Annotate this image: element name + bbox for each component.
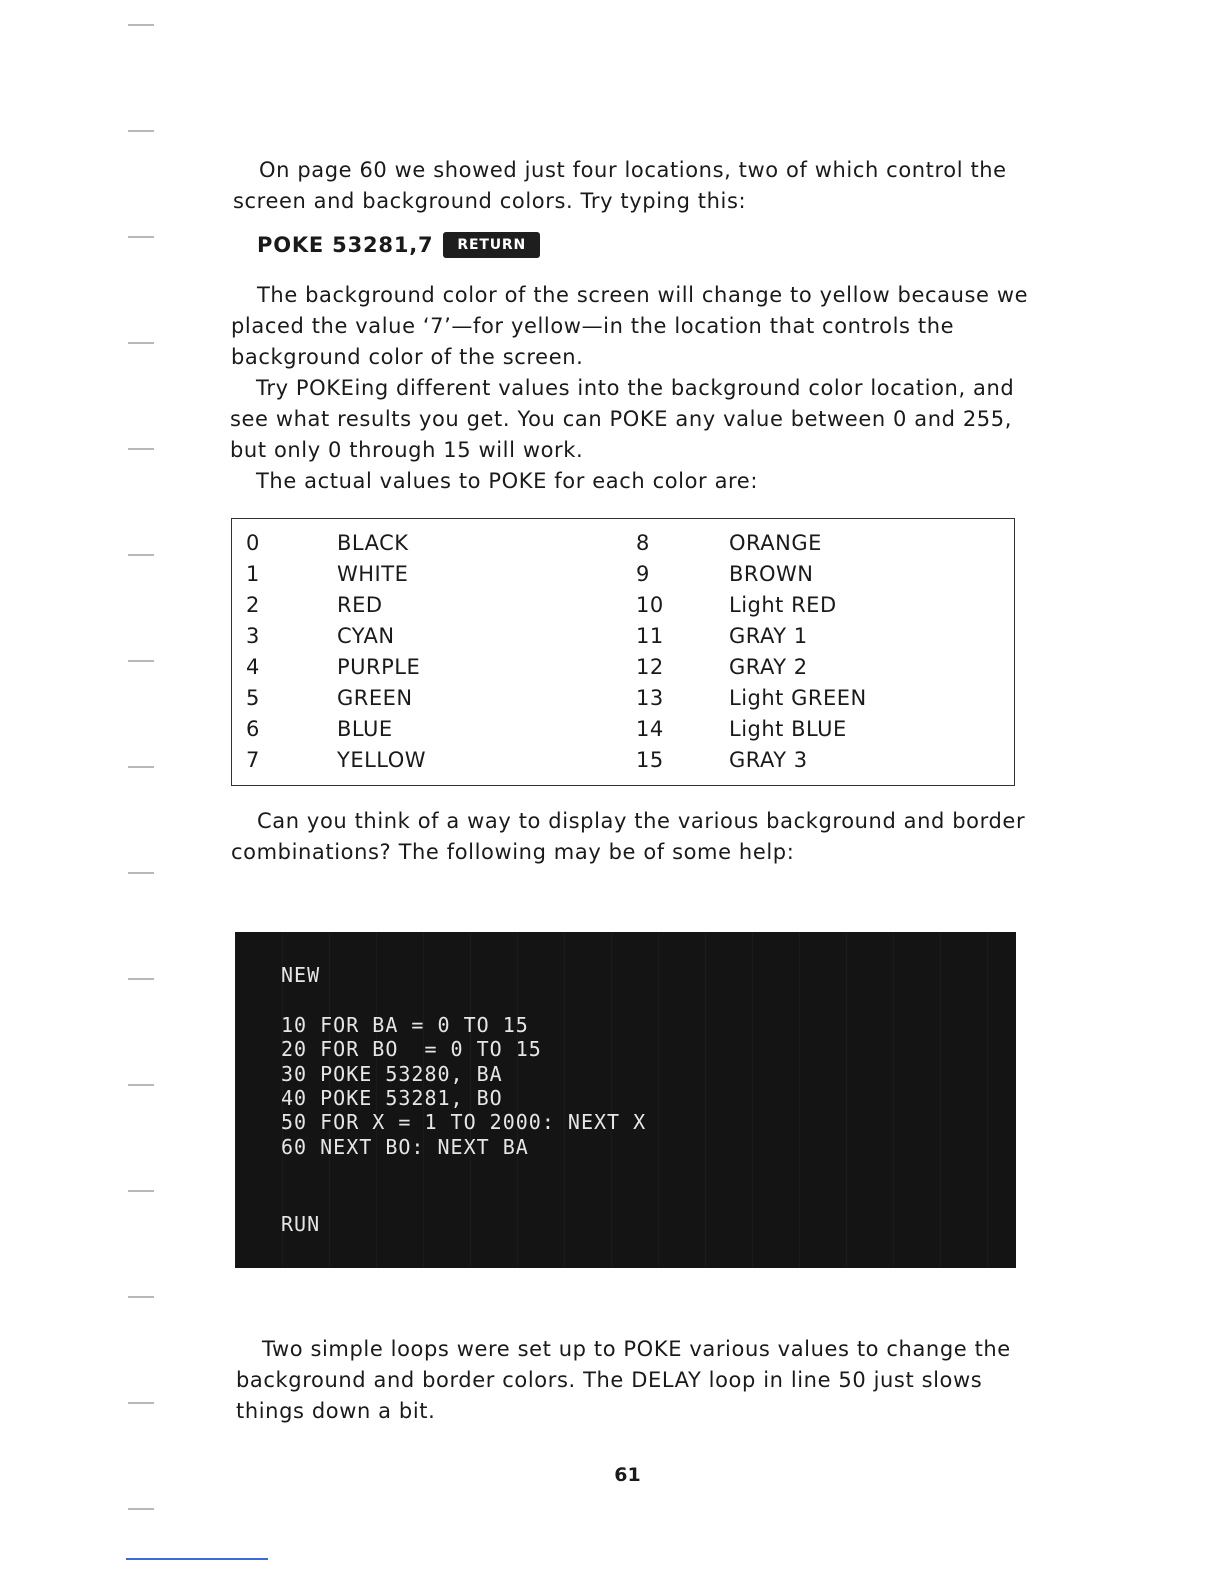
table-row	[232, 624, 1014, 655]
margin-tick	[128, 554, 154, 556]
color-number: 7	[246, 748, 260, 772]
color-name: Light BLUE	[729, 717, 847, 741]
terminal-line: 40 POKE 53281, BO	[281, 1086, 503, 1110]
text-line	[236, 1365, 1011, 1396]
page-number: 61	[614, 1464, 641, 1486]
table-row	[232, 562, 1014, 593]
margin-tick	[128, 872, 154, 874]
margin-tick	[128, 1084, 154, 1086]
color-number: 2	[246, 593, 260, 617]
margin-tick	[128, 130, 154, 132]
margin-tick	[128, 766, 154, 768]
intro-line-1: On page 60 we showed just four locations, two of which control the	[259, 158, 1007, 182]
color-number: 10	[636, 593, 664, 617]
text-line	[236, 1396, 1011, 1427]
intro-paragraph	[233, 155, 1007, 217]
color-number: 5	[246, 686, 260, 710]
color-name: BLUE	[337, 717, 393, 741]
margin-tick	[128, 1190, 154, 1192]
color-name: CYAN	[337, 624, 395, 648]
text-line	[231, 837, 1025, 868]
table-row	[232, 531, 1014, 562]
text-line	[231, 806, 1025, 837]
color-name: BLACK	[337, 531, 409, 555]
terminal-line: NEW	[281, 963, 321, 987]
color-number: 4	[246, 655, 260, 679]
color-number: 15	[636, 748, 664, 772]
margin-tick	[128, 660, 154, 662]
terminal-line: 60 NEXT BO: NEXT BA	[281, 1135, 529, 1159]
para2-line-1: The background color of the screen will change to yellow because we	[257, 283, 1029, 307]
para6-line-2: background and border colors. The DELAY loop in line 50 just slows	[236, 1368, 983, 1392]
para2-line-2: placed the value ‘7’—for yellow—in the location that controls the	[231, 314, 955, 338]
color-name: Light GREEN	[729, 686, 867, 710]
para5-line-2: combinations? The following may be of some help:	[231, 840, 795, 864]
margin-tick	[128, 1402, 154, 1404]
loops-explanation-paragraph	[236, 1334, 1011, 1427]
values-intro-paragraph	[230, 466, 758, 497]
terminal-line: 50 FOR X = 1 TO 2000: NEXT X	[281, 1110, 647, 1134]
color-name: RED	[337, 593, 383, 617]
text-line	[233, 186, 1007, 217]
para5-line-1: Can you think of a way to display the various background and border	[257, 809, 1026, 833]
combinations-paragraph	[231, 806, 1025, 868]
background-explanation-paragraph	[231, 280, 1028, 373]
color-values-table	[231, 518, 1015, 786]
table-row	[232, 748, 1014, 779]
terminal-line: 20 FOR BO = 0 TO 15	[281, 1037, 542, 1061]
margin-tick	[128, 24, 154, 26]
text-line	[233, 155, 1007, 186]
color-number: 8	[636, 531, 650, 555]
text-line	[230, 373, 1014, 404]
intro-line-2: screen and background colors. Try typing this:	[233, 189, 747, 213]
text-line	[231, 342, 1028, 373]
color-name: WHITE	[337, 562, 409, 586]
color-name: GRAY 2	[729, 655, 808, 679]
color-number: 3	[246, 624, 260, 648]
command-text: POKE 53281,7	[257, 233, 434, 257]
color-name: PURPLE	[337, 655, 421, 679]
return-key-badge: RETURN	[443, 232, 540, 258]
margin-tick	[128, 1296, 154, 1298]
color-name: GREEN	[337, 686, 413, 710]
margin-tick	[128, 342, 154, 344]
color-name: YELLOW	[337, 748, 427, 772]
terminal-line: 30 POKE 53280, BA	[281, 1062, 503, 1086]
text-line	[231, 280, 1028, 311]
text-line	[236, 1334, 1011, 1365]
para3-line-1: Try POKEing different values into the background color location, and	[256, 376, 1015, 400]
text-line	[230, 466, 758, 497]
para3-line-2: see what results you get. You can POKE any value between 0 and 255,	[230, 407, 1012, 431]
color-name: BROWN	[729, 562, 814, 586]
terminal-line: 10 FOR BA = 0 TO 15	[281, 1013, 529, 1037]
color-name: ORANGE	[729, 531, 822, 555]
margin-tick	[128, 236, 154, 238]
para6-line-1: Two simple loops were set up to POKE various values to change the	[262, 1337, 1011, 1361]
color-number: 13	[636, 686, 664, 710]
table-row	[232, 593, 1014, 624]
try-poking-paragraph	[230, 373, 1014, 466]
text-line	[230, 404, 1014, 435]
color-number: 1	[246, 562, 260, 586]
table-row	[232, 717, 1014, 748]
margin-tick	[128, 1508, 154, 1510]
color-name: GRAY 1	[729, 624, 808, 648]
color-number: 0	[246, 531, 260, 555]
color-number: 9	[636, 562, 650, 586]
color-number: 12	[636, 655, 664, 679]
bottom-rule	[126, 1558, 268, 1560]
color-name: Light RED	[729, 593, 837, 617]
color-number: 14	[636, 717, 664, 741]
poke-command	[257, 232, 540, 258]
color-name: GRAY 3	[729, 748, 808, 772]
text-line	[230, 435, 1014, 466]
para3-line-3: but only 0 through 15 will work.	[230, 438, 584, 462]
margin-tick	[128, 978, 154, 980]
table-row	[232, 686, 1014, 717]
color-number: 11	[636, 624, 664, 648]
para2-line-3: background color of the screen.	[231, 345, 584, 369]
margin-tick	[128, 448, 154, 450]
basic-program-screen	[235, 932, 1016, 1268]
para6-line-3: things down a bit.	[236, 1399, 436, 1423]
terminal-line: RUN	[281, 1212, 321, 1236]
color-number: 6	[246, 717, 260, 741]
text-line	[231, 311, 1028, 342]
table-row	[232, 655, 1014, 686]
para4-line-1: The actual values to POKE for each color are:	[256, 469, 759, 493]
